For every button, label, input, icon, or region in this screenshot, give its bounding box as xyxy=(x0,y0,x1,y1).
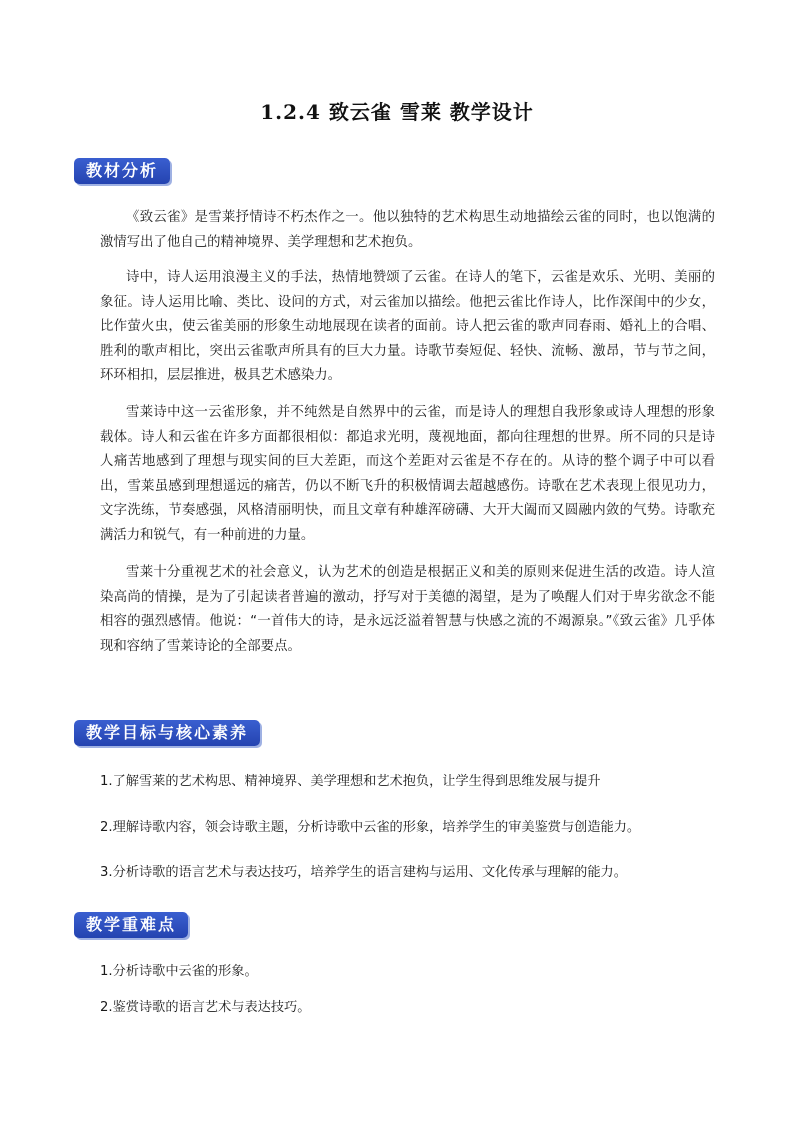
analysis-paragraph-4: 雪莱十分重视艺术的社会意义，认为艺术的创造是根据正义和美的原则来促进生活的改造。诗人渲染高尚的情操，是为了引起读者普遍的激动，抒写对于美德的渴望，是为了唤醒人们对于卑劣欲念不能相容的强烈感情。他说：“一首伟大的诗，是永远泛溢着智慧与快感之流的不竭源泉。”《致云雀》几乎体现和容纳了雪莱诗论的全部要点。 xyxy=(100,565,715,654)
key-point-item-2: 2.鉴赏诗歌的语言艺术与表达技巧。 xyxy=(100,1000,311,1015)
analysis-paragraph-2: 诗中，诗人运用浪漫主义的手法，热情地赞颂了云雀。在诗人的笔下，云雀是欢乐、光明、美丽的象征。诗人运用比喻、类比、设问的方式，对云雀加以描绘。他把云雀比作诗人，比作深闺中的少女，比作萤火虫，使云雀美丽的形象生动地展现在读者的面前。诗人把云雀的歌声同春雨、婚礼上的合唱、胜利的歌声相比，突出云雀歌声所具有的巨大力量。诗歌节奏短促、轻快、流畅、激昂，节与节之间，环环相扣，层层推进，极具艺术感染力。 xyxy=(100,270,715,383)
goal-item-2: 2.理解诗歌内容，领会诗歌主题，分析诗歌中云雀的形象，培养学生的审美鉴赏与创造能力。 xyxy=(100,820,641,835)
analysis-paragraph-1: 《致云雀》是雪莱抒情诗不朽杰作之一。他以独特的艺术构思生动地描绘云雀的同时，也以饱满的激情写出了他自己的精神境界、美学理想和艺术抱负。 xyxy=(100,210,715,250)
key-point-item-1: 1.分析诗歌中云雀的形象。 xyxy=(100,964,258,979)
section-heading-goals: 教学目标与核心素养 xyxy=(74,720,260,746)
section-heading-analysis: 教材分析 xyxy=(74,158,170,184)
goal-item-1: 1.了解雪莱的艺术构思、精神境界、美学理想和艺术抱负，让学生得到思维发展与提升 xyxy=(100,774,601,789)
goal-item-3: 3.分析诗歌的语言艺术与表达技巧，培养学生的语言建构与运用、文化传承与理解的能力。 xyxy=(100,865,627,880)
document-title: 1.2.4 致云雀 雪莱 教学设计 xyxy=(260,100,534,124)
section-heading-key-points: 教学重难点 xyxy=(74,912,188,938)
analysis-paragraph-3: 雪莱诗中这一云雀形象，并不纯然是自然界中的云雀，而是诗人的理想自我形象或诗人理想的形象载体。诗人和云雀在许多方面都很相似：都追求光明，蔑视地面，都向往理想的世界。所不同的只是诗人痛苦地感到了理想与现实间的巨大差距，而这个差距对云雀是不存在的。从诗的整个调子中可以看出，雪莱虽感到理想遥远的痛苦，仍以不断飞升的积极情调去超越感伤。诗歌在艺术表现上很见功力，文字洗练，节奏感强，风格清丽明快，而且文章有种雄浑磅礴、大开大阖而又圆融内敛的气势。诗歌充满活力和锐气，有一种前进的力量。 xyxy=(100,405,715,543)
